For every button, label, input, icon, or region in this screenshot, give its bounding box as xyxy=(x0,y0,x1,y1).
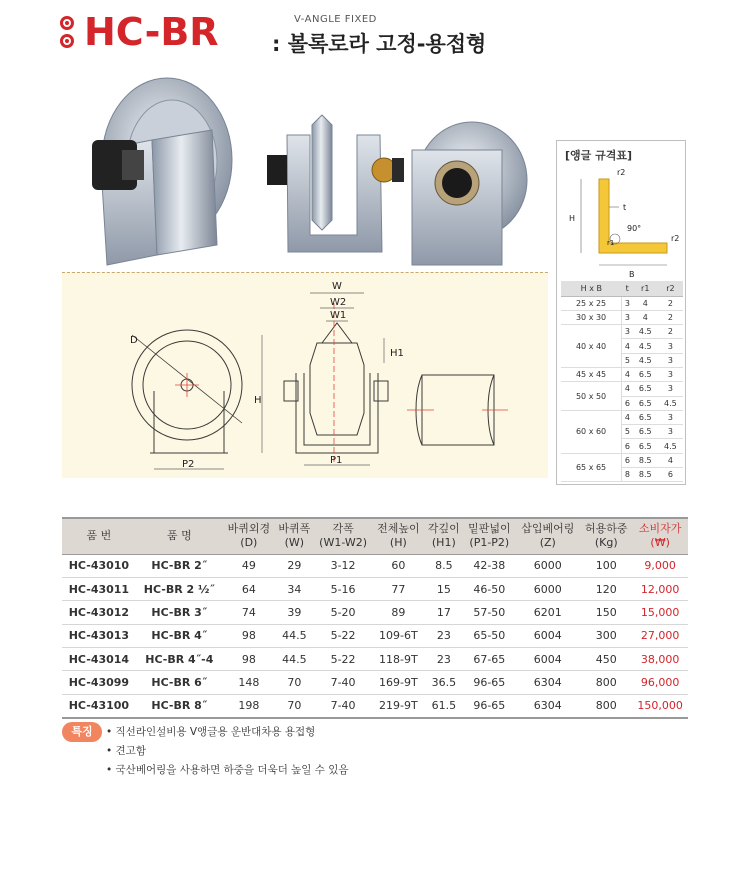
product-code-title: HC-BR xyxy=(84,10,219,54)
spec-cell: 6004 xyxy=(515,648,580,671)
spec-cell: HC-BR 2 ½˝ xyxy=(136,577,223,600)
angle-value-cell: 6.5 xyxy=(633,439,658,453)
angle-value-cell: 5 xyxy=(622,353,633,367)
angle-table-row xyxy=(561,296,683,310)
spec-cell: 300 xyxy=(580,624,632,647)
features xyxy=(62,722,462,782)
dim-label-H1: H1 xyxy=(390,348,404,359)
spec-cell: 5-16 xyxy=(314,577,373,600)
spec-col-header: 전체높이 (H) xyxy=(372,518,424,554)
spec-cell: 15,000 xyxy=(632,601,688,624)
spec-cell: HC-43014 xyxy=(62,648,136,671)
spec-cell: 198 xyxy=(223,694,275,717)
spec-cell: 96,000 xyxy=(632,671,688,694)
angle-col-header: t xyxy=(622,281,633,296)
angle-value-cell: 6 xyxy=(658,468,683,482)
angle-label-t: t xyxy=(623,203,627,212)
spec-cell: 7-40 xyxy=(314,694,373,717)
spec-cell: 9,000 xyxy=(632,554,688,577)
angle-col-header: r2 xyxy=(658,281,683,296)
spec-cell: 98 xyxy=(223,624,275,647)
spec-cell: 74 xyxy=(223,601,275,624)
angle-value-cell: 6.5 xyxy=(633,382,658,396)
angle-value-cell: 4 xyxy=(622,410,633,424)
angle-size-cell: 45 x 45 xyxy=(561,367,622,381)
spec-cell: 148 xyxy=(223,671,275,694)
angle-value-cell: 4.5 xyxy=(633,325,658,339)
angle-value-cell: 6 xyxy=(622,396,633,410)
page-header xyxy=(60,8,520,58)
angle-value-cell: 4 xyxy=(633,296,658,310)
angle-value-cell: 4 xyxy=(622,339,633,353)
spec-cell: 6304 xyxy=(515,694,580,717)
spec-col-header: 밑판넓이 (P1-P2) xyxy=(463,518,515,554)
spec-cell: 6304 xyxy=(515,671,580,694)
spec-col-header: 품 명 xyxy=(136,518,223,554)
spec-col-header: 바퀴폭 (W) xyxy=(275,518,314,554)
feature-item: • 국산베어링을 사용하면 하중을 더욱더 높일 수 있음 xyxy=(106,762,349,781)
spec-cell: 15 xyxy=(424,577,463,600)
spec-cell: 70 xyxy=(275,694,314,717)
spec-cell: 5-20 xyxy=(314,601,373,624)
spec-cell: 12,000 xyxy=(632,577,688,600)
spec-cell: HC-43012 xyxy=(62,601,136,624)
angle-value-cell: 3 xyxy=(658,367,683,381)
spec-cell: 34 xyxy=(275,577,314,600)
spec-table-row xyxy=(62,648,688,671)
features-list xyxy=(106,724,349,781)
angle-value-cell: 6.5 xyxy=(633,425,658,439)
angle-value-cell: 4 xyxy=(633,310,658,324)
spec-table xyxy=(62,517,688,719)
spec-cell: 118-9T xyxy=(372,648,424,671)
spec-col-header: 각깊이 (H1) xyxy=(424,518,463,554)
spec-col-header: 소비자가 (₩) xyxy=(632,518,688,554)
angle-value-cell: 5 xyxy=(622,425,633,439)
feature-item: • 직선라인설비용 V앵글용 운반대차용 용접형 xyxy=(106,724,349,743)
spec-cell: 44.5 xyxy=(275,624,314,647)
spec-cell: 46-50 xyxy=(463,577,515,600)
angle-table-row xyxy=(561,453,683,467)
spec-cell: 6004 xyxy=(515,624,580,647)
photo-rear-view xyxy=(412,122,527,265)
feature-item: • 견고함 xyxy=(106,743,349,762)
angle-size-cell: 40 x 40 xyxy=(561,325,622,368)
spec-cell: 450 xyxy=(580,648,632,671)
angle-value-cell: 2 xyxy=(658,310,683,324)
angle-table-row xyxy=(561,410,683,424)
angle-value-cell: 6 xyxy=(622,453,633,467)
subtitle-korean: : 볼록로라 고정-용접형 xyxy=(272,32,487,56)
spec-cell: 5-22 xyxy=(314,624,373,647)
spec-cell: 3-12 xyxy=(314,554,373,577)
angle-value-cell: 4 xyxy=(622,367,633,381)
spec-cell: 800 xyxy=(580,671,632,694)
spec-cell: 96-65 xyxy=(463,694,515,717)
spec-cell: 70 xyxy=(275,671,314,694)
angle-value-cell: 2 xyxy=(658,325,683,339)
spec-table-row xyxy=(62,671,688,694)
spec-cell: 5-22 xyxy=(314,648,373,671)
spec-cell: 61.5 xyxy=(424,694,463,717)
angle-spec-box xyxy=(556,140,686,485)
subtitle-english: V-ANGLE FIXED xyxy=(294,14,377,25)
angle-value-cell: 4.5 xyxy=(633,353,658,367)
spec-cell: 7-40 xyxy=(314,671,373,694)
spec-cell: 39 xyxy=(275,601,314,624)
logo-dots xyxy=(60,16,78,52)
product-photos xyxy=(92,70,532,270)
photo-side-view xyxy=(92,78,232,265)
spec-cell: 109-6T xyxy=(372,624,424,647)
angle-value-cell: 3 xyxy=(622,325,633,339)
dim-label-W: W xyxy=(332,281,342,292)
spec-cell: 120 xyxy=(580,577,632,600)
spec-cell: 23 xyxy=(424,648,463,671)
spec-cell: 60 xyxy=(372,554,424,577)
spec-cell: 77 xyxy=(372,577,424,600)
spec-cell: 23 xyxy=(424,624,463,647)
spec-cell: HC-43011 xyxy=(62,577,136,600)
photo-front-view xyxy=(267,115,404,252)
spec-cell: HC-BR 4˝ xyxy=(136,624,223,647)
dim-label-P1: P1 xyxy=(330,455,343,466)
spec-cell: HC-43010 xyxy=(62,554,136,577)
angle-value-cell: 3 xyxy=(658,382,683,396)
spec-col-header: 바퀴외경 (D) xyxy=(223,518,275,554)
angle-value-cell: 4.5 xyxy=(658,396,683,410)
angle-value-cell: 3 xyxy=(622,296,633,310)
spec-table-row xyxy=(62,577,688,600)
spec-cell: 44.5 xyxy=(275,648,314,671)
angle-table-row xyxy=(561,325,683,339)
angle-table-row xyxy=(561,367,683,381)
angle-spec-title: [앵글 규격표] xyxy=(565,149,633,162)
angle-value-cell: 6.5 xyxy=(633,396,658,410)
spec-cell: 89 xyxy=(372,601,424,624)
spec-cell: 27,000 xyxy=(632,624,688,647)
spec-cell: 64 xyxy=(223,577,275,600)
spec-table-row xyxy=(62,694,688,717)
angle-value-cell: 6 xyxy=(622,439,633,453)
angle-label-r1: r1 xyxy=(607,239,615,247)
spec-cell: 100 xyxy=(580,554,632,577)
spec-col-header: 삽입베어링 (Z) xyxy=(515,518,580,554)
angle-table-row xyxy=(561,382,683,396)
angle-value-cell: 3 xyxy=(658,410,683,424)
spec-cell: 219-9T xyxy=(372,694,424,717)
dim-label-W1: W1 xyxy=(330,310,347,321)
angle-value-cell: 3 xyxy=(622,310,633,324)
dim-label-D: D xyxy=(130,335,138,346)
spec-cell: 29 xyxy=(275,554,314,577)
spec-cell: HC-BR 3˝ xyxy=(136,601,223,624)
angle-label-h: H xyxy=(569,214,576,223)
dim-label-H: H xyxy=(254,395,262,406)
angle-value-cell: 8 xyxy=(622,468,633,482)
angle-label-b: B xyxy=(629,270,635,279)
angle-label-r2-right: r2 xyxy=(671,234,680,243)
spec-cell: 6000 xyxy=(515,554,580,577)
spec-cell: 150,000 xyxy=(632,694,688,717)
angle-label-r2-top: r2 xyxy=(617,168,626,177)
angle-col-header: H x B xyxy=(561,281,622,296)
spec-cell: 42-38 xyxy=(463,554,515,577)
angle-value-cell: 3 xyxy=(658,425,683,439)
spec-col-header: 품 번 xyxy=(62,518,136,554)
spec-col-header: 각폭 (W1-W2) xyxy=(314,518,373,554)
spec-cell: 150 xyxy=(580,601,632,624)
angle-profile-diagram xyxy=(557,155,687,285)
angle-table-row xyxy=(561,310,683,324)
angle-size-cell: 60 x 60 xyxy=(561,410,622,453)
spec-cell: 6000 xyxy=(515,577,580,600)
spec-col-header: 허용하중 (Kg) xyxy=(580,518,632,554)
spec-cell: 65-50 xyxy=(463,624,515,647)
spec-cell: 38,000 xyxy=(632,648,688,671)
spec-cell: 57-50 xyxy=(463,601,515,624)
spec-cell: HC-43099 xyxy=(62,671,136,694)
spec-cell: HC-43013 xyxy=(62,624,136,647)
angle-value-cell: 8.5 xyxy=(633,453,658,467)
spec-table-row xyxy=(62,601,688,624)
angle-col-header: r1 xyxy=(633,281,658,296)
spec-cell: 8.5 xyxy=(424,554,463,577)
spec-cell: HC-43100 xyxy=(62,694,136,717)
angle-size-cell: 65 x 65 xyxy=(561,453,622,482)
spec-cell: HC-BR 6˝ xyxy=(136,671,223,694)
spec-cell: HC-BR 4˝-4 xyxy=(136,648,223,671)
angle-value-cell: 4.5 xyxy=(658,439,683,453)
spec-cell: 49 xyxy=(223,554,275,577)
spec-cell: HC-BR 8˝ xyxy=(136,694,223,717)
spec-cell: HC-BR 2˝ xyxy=(136,554,223,577)
spec-table-row xyxy=(62,624,688,647)
angle-size-cell: 30 x 30 xyxy=(561,310,622,324)
dim-label-P2: P2 xyxy=(182,459,195,470)
angle-value-cell: 3 xyxy=(658,353,683,367)
angle-size-cell: 25 x 25 xyxy=(561,296,622,310)
angle-value-cell: 3 xyxy=(658,339,683,353)
spec-table-row xyxy=(62,554,688,577)
dim-label-W2: W2 xyxy=(330,297,347,308)
angle-size-cell: 50 x 50 xyxy=(561,382,622,411)
technical-drawing-panel xyxy=(62,272,548,478)
angle-value-cell: 4 xyxy=(622,382,633,396)
angle-label-deg: 90° xyxy=(627,224,642,233)
spec-cell: 36.5 xyxy=(424,671,463,694)
angle-value-cell: 4.5 xyxy=(633,339,658,353)
angle-spec-table xyxy=(561,281,683,482)
angle-value-cell: 8.5 xyxy=(633,468,658,482)
angle-value-cell: 2 xyxy=(658,296,683,310)
spec-cell: 800 xyxy=(580,694,632,717)
angle-value-cell: 4 xyxy=(658,453,683,467)
features-badge: 특징 xyxy=(62,722,102,742)
spec-cell: 17 xyxy=(424,601,463,624)
spec-cell: 169-9T xyxy=(372,671,424,694)
spec-cell: 6201 xyxy=(515,601,580,624)
spec-cell: 67-65 xyxy=(463,648,515,671)
spec-cell: 98 xyxy=(223,648,275,671)
spec-cell: 96-65 xyxy=(463,671,515,694)
angle-value-cell: 6.5 xyxy=(633,367,658,381)
angle-value-cell: 6.5 xyxy=(633,410,658,424)
technical-drawing xyxy=(62,273,548,479)
